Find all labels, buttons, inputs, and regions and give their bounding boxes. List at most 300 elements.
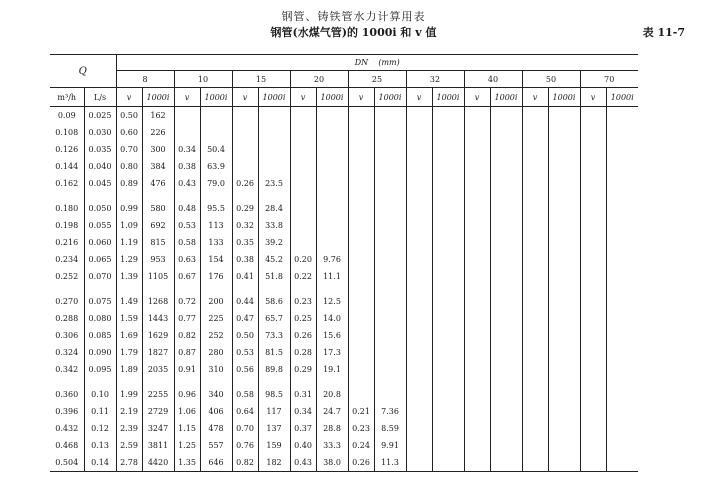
table-row: [50, 107, 638, 125]
headloss-cell: [490, 251, 522, 268]
headloss-cell: [490, 344, 522, 361]
table-row: [50, 293, 638, 310]
velocity-cell: [406, 344, 432, 361]
velocity-cell: [522, 344, 548, 361]
headloss-cell: [606, 437, 638, 454]
headloss-cell: [606, 175, 638, 192]
flow-cell: 0.12: [84, 420, 116, 437]
headloss-cell: 2035: [142, 361, 174, 378]
velocity-cell: [348, 310, 374, 327]
headloss-header: 1000i: [432, 88, 464, 107]
headloss-cell: [374, 175, 406, 192]
velocity-cell: [348, 251, 374, 268]
velocity-cell: 0.24: [348, 437, 374, 454]
headloss-cell: 58.6: [258, 293, 290, 310]
headloss-cell: 7.36: [374, 403, 406, 420]
velocity-cell: 1.29: [116, 251, 142, 268]
velocity-cell: [464, 344, 490, 361]
headloss-cell: [432, 251, 464, 268]
headloss-cell: [490, 141, 522, 158]
velocity-cell: 2.78: [116, 454, 142, 472]
velocity-cell: [406, 403, 432, 420]
velocity-cell: [580, 217, 606, 234]
velocity-cell: [580, 141, 606, 158]
headloss-cell: 646: [200, 454, 232, 472]
velocity-cell: [580, 251, 606, 268]
flow-cell: 0.055: [84, 217, 116, 234]
velocity-cell: 1.19: [116, 234, 142, 251]
headloss-cell: [316, 107, 348, 125]
flow-cell: 0.090: [84, 344, 116, 361]
headloss-cell: 33.3: [316, 437, 348, 454]
dn-unit: (mm): [378, 58, 400, 67]
flow-cell: 0.324: [55, 348, 79, 357]
headloss-cell: [316, 217, 348, 234]
headloss-cell: [548, 386, 580, 403]
diameter-header: 50: [522, 71, 580, 88]
headloss-cell: [548, 344, 580, 361]
flow-cell: 0.270: [55, 297, 79, 306]
headloss-cell: [606, 141, 638, 158]
headloss-cell: 24.7: [316, 403, 348, 420]
headloss-cell: [432, 217, 464, 234]
headloss-cell: [490, 361, 522, 378]
flow-cell: 0.360: [55, 390, 79, 399]
headloss-cell: 226: [142, 124, 174, 141]
velocity-cell: 0.40: [290, 437, 316, 454]
velocity-cell: 0.23: [290, 293, 316, 310]
velocity-cell: [522, 251, 548, 268]
velocity-cell: [580, 293, 606, 310]
velocity-cell: [348, 293, 374, 310]
velocity-cell: [580, 361, 606, 378]
velocity-cell: 0.34: [290, 403, 316, 420]
velocity-cell: [174, 107, 200, 125]
headloss-cell: [374, 386, 406, 403]
velocity-header: v: [348, 88, 374, 107]
flow-cell: 0.070: [84, 268, 116, 285]
velocity-cell: 0.22: [290, 268, 316, 285]
headloss-cell: [606, 420, 638, 437]
headloss-cell: [200, 124, 232, 141]
headloss-cell: [432, 327, 464, 344]
flow-cell: 0.198: [55, 221, 79, 230]
velocity-cell: [580, 175, 606, 192]
velocity-cell: 0.70: [232, 420, 258, 437]
table-row: [50, 361, 638, 378]
headloss-cell: [432, 141, 464, 158]
velocity-cell: 0.38: [232, 251, 258, 268]
headloss-cell: 3811: [142, 437, 174, 454]
flow-cell: 0.030: [84, 124, 116, 141]
headloss-cell: 50.4: [200, 141, 232, 158]
velocity-cell: 1.15: [174, 420, 200, 437]
velocity-cell: [290, 141, 316, 158]
headloss-cell: [490, 327, 522, 344]
headloss-cell: [548, 175, 580, 192]
hydraulic-table: [50, 54, 638, 472]
velocity-cell: 2.59: [116, 437, 142, 454]
headloss-cell: 137: [258, 420, 290, 437]
velocity-cell: [290, 217, 316, 234]
headloss-cell: [432, 234, 464, 251]
headloss-cell: [432, 107, 464, 125]
headloss-cell: 23.5: [258, 175, 290, 192]
table-row: [50, 327, 638, 344]
table-row: [50, 344, 638, 361]
velocity-cell: 0.96: [174, 386, 200, 403]
headloss-cell: 63.9: [200, 158, 232, 175]
velocity-cell: 0.64: [232, 403, 258, 420]
table-row: [50, 386, 638, 403]
velocity-cell: [522, 386, 548, 403]
velocity-cell: [464, 124, 490, 141]
headloss-cell: 3247: [142, 420, 174, 437]
velocity-cell: [406, 327, 432, 344]
velocity-cell: [464, 158, 490, 175]
headloss-cell: 476: [142, 175, 174, 192]
headloss-cell: [432, 158, 464, 175]
headloss-cell: [606, 217, 638, 234]
velocity-cell: [348, 344, 374, 361]
velocity-cell: 0.63: [174, 251, 200, 268]
headloss-cell: 89.8: [258, 361, 290, 378]
velocity-cell: 1.99: [116, 386, 142, 403]
velocity-cell: [348, 327, 374, 344]
velocity-cell: 0.82: [232, 454, 258, 472]
velocity-cell: 0.29: [290, 361, 316, 378]
headloss-cell: [548, 124, 580, 141]
velocity-cell: [406, 310, 432, 327]
headloss-cell: 45.2: [258, 251, 290, 268]
headloss-cell: [548, 420, 580, 437]
flow-cell: 0.180: [55, 204, 79, 213]
velocity-cell: [348, 217, 374, 234]
headloss-cell: 384: [142, 158, 174, 175]
velocity-cell: 1.59: [116, 310, 142, 327]
velocity-cell: [406, 124, 432, 141]
velocity-cell: 1.89: [116, 361, 142, 378]
velocity-cell: 0.89: [116, 175, 142, 192]
velocity-cell: [348, 175, 374, 192]
headloss-cell: [606, 327, 638, 344]
headloss-cell: [316, 158, 348, 175]
velocity-cell: [406, 361, 432, 378]
page-title: 钢管、铸铁管水力计算用表: [281, 10, 426, 23]
headloss-cell: [606, 293, 638, 310]
headloss-cell: 81.5: [258, 344, 290, 361]
velocity-cell: [348, 107, 374, 125]
velocity-cell: 0.21: [348, 403, 374, 420]
velocity-cell: 0.91: [174, 361, 200, 378]
velocity-cell: [348, 234, 374, 251]
velocity-cell: [232, 107, 258, 125]
headloss-cell: [316, 200, 348, 217]
headloss-header: 1000i: [258, 88, 290, 107]
headloss-cell: [432, 420, 464, 437]
diameter-header: 20: [290, 71, 348, 88]
q-unit-header: L/s: [84, 88, 116, 107]
velocity-cell: 1.69: [116, 327, 142, 344]
headloss-cell: [490, 175, 522, 192]
velocity-cell: [580, 386, 606, 403]
headloss-cell: [432, 403, 464, 420]
velocity-cell: [464, 454, 490, 472]
table-row: [50, 251, 638, 268]
headloss-cell: [374, 361, 406, 378]
velocity-cell: [290, 200, 316, 217]
velocity-cell: 0.38: [174, 158, 200, 175]
velocity-cell: [348, 200, 374, 217]
velocity-cell: 0.43: [174, 175, 200, 192]
headloss-cell: [606, 361, 638, 378]
headloss-cell: [548, 454, 580, 472]
headloss-header: 1000i: [142, 88, 174, 107]
velocity-cell: 0.48: [174, 200, 200, 217]
velocity-cell: [580, 158, 606, 175]
table-subtitle: 钢管(水煤气管)的 1000i 和 v 值: [270, 26, 437, 39]
diameter-header: 32: [406, 71, 464, 88]
headloss-cell: [606, 251, 638, 268]
velocity-cell: 2.39: [116, 420, 142, 437]
headloss-cell: 2255: [142, 386, 174, 403]
velocity-cell: 0.34: [174, 141, 200, 158]
headloss-cell: 310: [200, 361, 232, 378]
velocity-cell: 0.26: [348, 454, 374, 472]
table-row: [50, 200, 638, 217]
velocity-cell: [406, 268, 432, 285]
headloss-cell: 200: [200, 293, 232, 310]
headloss-cell: [548, 403, 580, 420]
velocity-cell: [580, 107, 606, 125]
headloss-cell: 38.0: [316, 454, 348, 472]
headloss-cell: [548, 200, 580, 217]
headloss-cell: 252: [200, 327, 232, 344]
headloss-cell: 133: [200, 234, 232, 251]
flow-cell: 0.216: [55, 238, 79, 247]
headloss-cell: 79.0: [200, 175, 232, 192]
velocity-cell: [464, 268, 490, 285]
velocity-cell: [464, 437, 490, 454]
headloss-cell: [316, 234, 348, 251]
headloss-cell: [606, 310, 638, 327]
headloss-cell: [432, 310, 464, 327]
velocity-cell: [348, 141, 374, 158]
velocity-cell: [406, 141, 432, 158]
headloss-cell: 17.3: [316, 344, 348, 361]
headloss-cell: 1827: [142, 344, 174, 361]
headloss-cell: 692: [142, 217, 174, 234]
velocity-cell: [464, 361, 490, 378]
velocity-header: v: [174, 88, 200, 107]
velocity-cell: 0.77: [174, 310, 200, 327]
headloss-cell: 28.8: [316, 420, 348, 437]
headloss-cell: [548, 234, 580, 251]
velocity-cell: [580, 124, 606, 141]
headloss-cell: 280: [200, 344, 232, 361]
velocity-cell: [522, 437, 548, 454]
velocity-cell: 1.09: [116, 217, 142, 234]
headloss-cell: [374, 217, 406, 234]
headloss-cell: 225: [200, 310, 232, 327]
velocity-cell: [464, 386, 490, 403]
headloss-cell: 159: [258, 437, 290, 454]
headloss-cell: [490, 217, 522, 234]
headloss-cell: 9.91: [374, 437, 406, 454]
headloss-cell: [548, 327, 580, 344]
headloss-cell: 39.2: [258, 234, 290, 251]
flow-cell: 0.09: [57, 111, 76, 120]
velocity-cell: [348, 268, 374, 285]
velocity-cell: 0.50: [116, 107, 142, 125]
velocity-cell: [464, 327, 490, 344]
headloss-cell: [258, 158, 290, 175]
velocity-cell: 0.44: [232, 293, 258, 310]
headloss-cell: 2729: [142, 403, 174, 420]
headloss-cell: 19.1: [316, 361, 348, 378]
velocity-cell: [580, 437, 606, 454]
table-number: 表 11-7: [642, 26, 685, 39]
headloss-cell: [490, 437, 522, 454]
velocity-cell: 0.37: [290, 420, 316, 437]
headloss-cell: 113: [200, 217, 232, 234]
headloss-cell: 557: [200, 437, 232, 454]
headloss-cell: [374, 124, 406, 141]
velocity-cell: [406, 200, 432, 217]
velocity-cell: [406, 175, 432, 192]
velocity-cell: 0.76: [232, 437, 258, 454]
flow-cell: 0.085: [84, 327, 116, 344]
headloss-cell: [490, 158, 522, 175]
velocity-cell: [406, 293, 432, 310]
headloss-cell: 815: [142, 234, 174, 251]
table-row: [50, 268, 638, 285]
flow-cell: 0.396: [55, 407, 79, 416]
velocity-cell: [232, 158, 258, 175]
headloss-cell: [490, 310, 522, 327]
table-row: [50, 234, 638, 251]
velocity-cell: [464, 310, 490, 327]
headloss-cell: [432, 361, 464, 378]
headloss-cell: [606, 200, 638, 217]
headloss-cell: [490, 420, 522, 437]
velocity-cell: [464, 234, 490, 251]
headloss-cell: 162: [142, 107, 174, 125]
headloss-cell: 1629: [142, 327, 174, 344]
headloss-header: 1000i: [374, 88, 406, 107]
velocity-cell: 0.87: [174, 344, 200, 361]
headloss-header: 1000i: [548, 88, 580, 107]
headloss-cell: 340: [200, 386, 232, 403]
velocity-cell: 0.53: [232, 344, 258, 361]
headloss-cell: [490, 268, 522, 285]
headloss-cell: [548, 293, 580, 310]
velocity-cell: [580, 420, 606, 437]
flow-cell: 0.060: [84, 234, 116, 251]
flow-cell: 0.144: [55, 162, 79, 171]
velocity-cell: [348, 386, 374, 403]
headloss-cell: [548, 268, 580, 285]
velocity-cell: 0.35: [232, 234, 258, 251]
flow-cell: 0.035: [84, 141, 116, 158]
headloss-cell: [548, 310, 580, 327]
velocity-cell: [406, 420, 432, 437]
headloss-cell: [606, 268, 638, 285]
headloss-cell: [374, 200, 406, 217]
velocity-cell: 0.67: [174, 268, 200, 285]
velocity-cell: 0.41: [232, 268, 258, 285]
velocity-cell: [464, 141, 490, 158]
velocity-cell: [406, 107, 432, 125]
table-row: [50, 454, 638, 472]
table-row: [50, 310, 638, 327]
headloss-cell: [548, 251, 580, 268]
velocity-header: v: [232, 88, 258, 107]
headloss-cell: [606, 344, 638, 361]
headloss-cell: [432, 175, 464, 192]
velocity-cell: 0.25: [290, 310, 316, 327]
velocity-cell: [580, 200, 606, 217]
table-row: [50, 437, 638, 454]
velocity-cell: [522, 268, 548, 285]
headloss-cell: 95.5: [200, 200, 232, 217]
headloss-cell: [432, 200, 464, 217]
diameter-header: 70: [580, 71, 638, 88]
flow-cell: 0.13: [84, 437, 116, 454]
velocity-cell: [522, 200, 548, 217]
headloss-header: 1000i: [606, 88, 638, 107]
flow-cell: 0.306: [55, 331, 79, 340]
headloss-cell: [490, 200, 522, 217]
headloss-cell: [606, 124, 638, 141]
headloss-cell: 98.5: [258, 386, 290, 403]
velocity-header: v: [406, 88, 432, 107]
headloss-cell: [200, 107, 232, 125]
flow-cell: 0.252: [55, 272, 79, 281]
velocity-cell: 0.31: [290, 386, 316, 403]
headloss-cell: [316, 141, 348, 158]
velocity-cell: [580, 234, 606, 251]
flow-cell: 0.108: [55, 128, 79, 137]
headloss-cell: [606, 454, 638, 472]
flow-cell: 0.342: [55, 365, 79, 374]
flow-cell: 0.504: [50, 454, 84, 472]
headloss-cell: [548, 361, 580, 378]
velocity-cell: [522, 234, 548, 251]
headloss-cell: [374, 251, 406, 268]
flow-cell: 0.11: [84, 403, 116, 420]
flow-cell: 0.075: [84, 293, 116, 310]
headloss-cell: [548, 217, 580, 234]
velocity-cell: 0.28: [290, 344, 316, 361]
q-header: Q: [78, 65, 87, 77]
table-row: [50, 217, 638, 234]
velocity-cell: 0.26: [232, 175, 258, 192]
velocity-cell: 1.79: [116, 344, 142, 361]
velocity-cell: [174, 124, 200, 141]
headloss-cell: 182: [258, 454, 290, 472]
headloss-cell: [374, 310, 406, 327]
headloss-cell: [548, 158, 580, 175]
velocity-cell: [522, 310, 548, 327]
headloss-cell: 8.59: [374, 420, 406, 437]
velocity-cell: [348, 124, 374, 141]
headloss-cell: 51.8: [258, 268, 290, 285]
headloss-cell: 33.8: [258, 217, 290, 234]
flow-cell: 0.065: [84, 251, 116, 268]
velocity-cell: [522, 454, 548, 472]
headloss-cell: 1268: [142, 293, 174, 310]
